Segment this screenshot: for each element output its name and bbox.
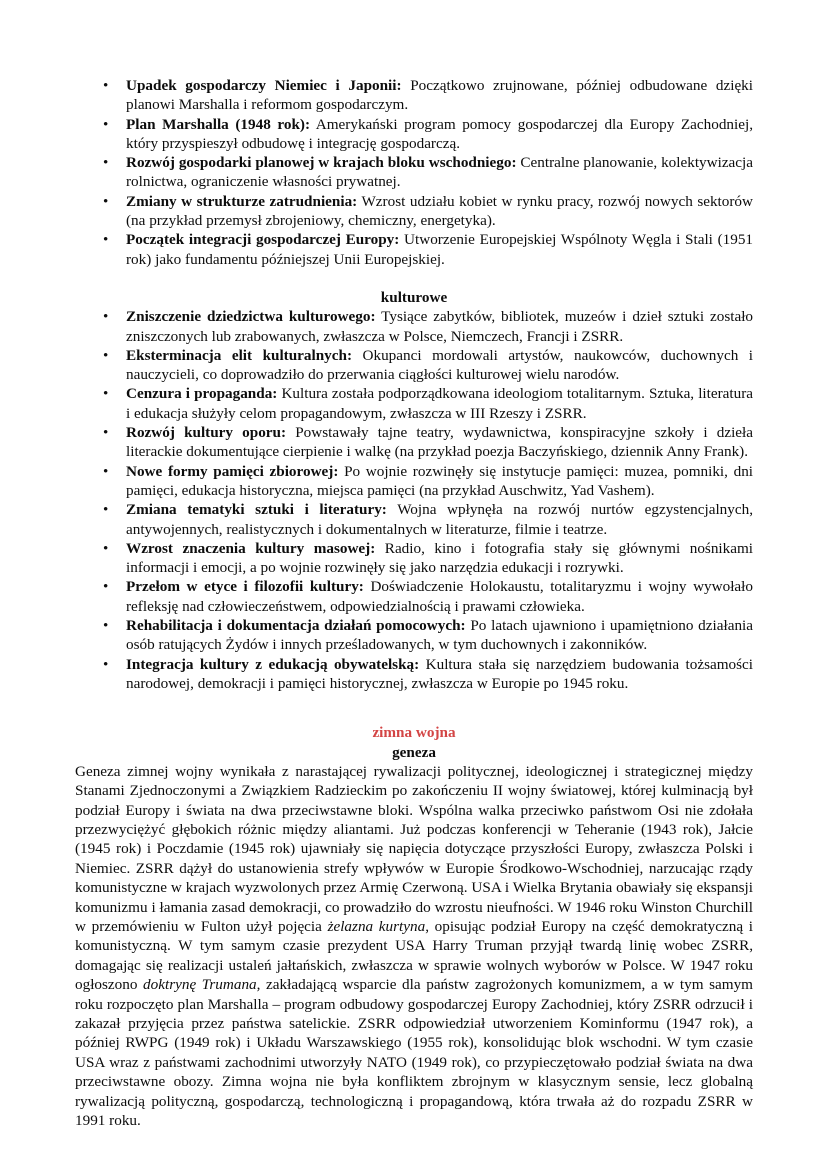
list-item-term: Cenzura i propaganda: xyxy=(126,385,278,403)
bullet-icon: • xyxy=(103,617,109,635)
list-item xyxy=(75,153,753,192)
bullet-icon: • xyxy=(103,539,109,557)
list-item-description: Początkowo zrujnowane, później odbudowane dzięki planowi Marshalla i reformom gospodarczym. xyxy=(126,77,753,114)
bullet-icon: • xyxy=(103,385,109,403)
bullet-icon: • xyxy=(103,192,109,210)
list-item-term: Zmiany w strukturze zatrudnienia: xyxy=(126,192,358,210)
paragraph-geneza xyxy=(75,762,753,1131)
list-item xyxy=(75,115,753,154)
list-item-term: Rozwój kultury oporu: xyxy=(126,424,287,442)
section-heading-kulturowe: kulturowe xyxy=(380,288,448,306)
list-item xyxy=(75,346,753,385)
italic-term-zelazna-kurtyna: żelazna kurtyna xyxy=(327,918,426,936)
spacer xyxy=(75,693,753,723)
list-item-description: Wojna wpłynęła na rozwój nurtów egzystencjalnych, antywojennych, realistycznych i dokumentalnych w literaturze, filmie i teatrze. xyxy=(126,501,753,538)
bullet-icon: • xyxy=(103,578,109,596)
list-item xyxy=(75,76,753,115)
list-item xyxy=(75,539,753,578)
bullet-icon: • xyxy=(103,154,109,172)
list-item xyxy=(75,230,753,269)
bullet-icon: • xyxy=(103,115,109,133)
paragraph-part-1: Geneza zimnej wojny wynikała z narastającej rywalizacji politycznej, ideologicznej i strategicznej między Stanami Zjednoczonymi a Związkiem Radzieckim po zakończeniu II wojny światowej, której kulminacją był podział Europy i świata na dwa przeciwstawne bloki. Wspólna walka przeciwko państwom Osi nie zdołała przezwyciężyć głębokich różnic między aliantami. Już podczas konferencji w Teheranie (1943 rok), Jałcie (1945 rok) i Poczdamie (1945 rok) ujawniały się napięcia dotyczące przyszłości Europy, zwłaszcza Polski i Niemiec. ZSRR dążył do ustanowienia strefy wpływów w Europie Środkowo-Wschodniej, narzucając rządy komunistyczne w krajach wyzwolonych przez Armię Czerwoną. USA i Wielka Brytania obawiały się ekspansji komunizmu i łamania zasad demokracji, co prowadziło do wzrostu nieufności. W 1946 roku Winston Churchill w przemówieniu w Fulton użył pojęcia xyxy=(75,762,753,936)
list-item-description: Kultura została podporządkowana ideologiom totalitarnym. Sztuka, literatura i edukacja służyły celom propagandowym, zwłaszcza w III Rzeszy i ZSRR. xyxy=(126,385,753,422)
list-item-term: Integracja kultury z edukacją obywatelską: xyxy=(126,655,420,673)
list-item xyxy=(75,577,753,616)
list-item xyxy=(75,655,753,694)
list-item-term: Nowe formy pamięci zbiorowej: xyxy=(126,462,339,480)
list-item-term: Wzrost znaczenia kultury masowej: xyxy=(126,539,376,557)
list-item-term: Początek integracji gospodarczej Europy: xyxy=(126,231,400,249)
list-item-description: Okupanci mordowali artystów, naukowców, duchownych i nauczycieli, co doprowadziło do przerwania ciągłości kulturowej wielu narodów. xyxy=(126,346,753,384)
list-item-term: Upadek gospodarczy Niemiec i Japonii: xyxy=(126,77,402,94)
bullet-icon: • xyxy=(103,462,109,480)
list-item xyxy=(75,616,753,655)
bullet-icon: • xyxy=(103,346,109,364)
list-item-description: Kultura stała się narzędziem budowania tożsamości narodowej, demokracji i pamięci historycznej, zwłaszcza w Europie po 1945 roku. xyxy=(126,655,753,692)
bullet-icon: • xyxy=(103,231,109,249)
section-subheading-geneza: geneza xyxy=(392,743,436,761)
list-item xyxy=(75,192,753,231)
list-item-description: Powstawały tajne teatry, wydawnictwa, konspiracyjne szkoły i dzieła literackie dokumentujące cierpienie i walkę (na przykład poezja Baczyńskiego, dziennik Anny Frank). xyxy=(126,424,753,461)
italic-term-doktryna-trumana: doktrynę Trumana xyxy=(143,976,257,994)
section-heading-zimna-wojna: zimna wojna xyxy=(372,724,456,742)
list-item-description: Utworzenie Europejskiej Wspólnoty Węgla i Stali (1951 rok) jako fundamentu późniejszej Unii Europejskiej. xyxy=(126,231,754,268)
list-item-description: Doświadczenie Holokaustu, totalitaryzmu i wojny wywołało refleksję nad człowieczeństwem, odpowiedzialnością i prawami człowieka. xyxy=(126,578,753,615)
bullet-list-gospodarcze xyxy=(75,76,753,269)
list-item xyxy=(75,307,753,346)
list-item xyxy=(75,423,753,462)
bullet-icon: • xyxy=(103,655,109,673)
list-item xyxy=(75,384,753,423)
paragraph-part-2: , opisując podział Europy na część demokratyczną i komunistyczną. W tym samym czasie prezydent USA Harry Truman przyjął twardą linię wobec ZSRR, domagając się realizacji ustaleń jałtańskich, zwłaszcza w sprawie wolnych wyborów w Polsce. W 1947 roku ogłoszono xyxy=(75,918,753,994)
list-item-description: Tysiące zabytków, bibliotek, muzeów i dzieł sztuki zostało zniszczonych lub zrabowanych, zwłaszcza w Polsce, Niemczech, Francji i ZSRR. xyxy=(126,308,754,345)
list-item-term: Rozwój gospodarki planowej w krajach bloku wschodniego: xyxy=(126,154,517,172)
list-item-term: Rehabilitacja i dokumentacja działań pomocowych: xyxy=(126,617,466,635)
list-item-term: Eksterminacja elit kulturalnych: xyxy=(126,346,353,364)
document-content xyxy=(75,76,753,1131)
list-item xyxy=(75,462,753,501)
bullet-icon: • xyxy=(103,424,109,442)
bullet-list-kulturowe xyxy=(75,307,753,693)
paragraph-part-3: , zakładającą wsparcie dla państw zagrożonych komunizmem, a w tym samym roku rozpoczęto plan Marshalla – program odbudowy gospodarczej Europy Zachodniej, który ZSRR odrzucił i zakazał przyjęcia przez państwa satelickie. ZSRR odpowiedział utworzeniem Kominformu (1947 rok), a później RWPG (1949 rok) i Układu Warszawskiego (1955 rok), konsolidując blok wschodni. W tym czasie USA wraz z państwami zachodnimi utworzyły NATO (1949 rok), co przypieczętowało podział świata na dwa przeciwstawne obozy. Zimna wojna nie była konfliktem zbrojnym w klasycznym sensie, lecz globalną rywalizacją polityczną, gospodarczą, technologiczną i propagandową, która trwała aż do rozpadu ZSRR w 1991 roku. xyxy=(75,976,753,1130)
list-item-term: Przełom w etyce i filozofii kultury: xyxy=(126,578,364,596)
list-item-description: Po wojnie rozwinęły się instytucje pamięci: muzea, pomniki, dni pamięci, edukacja historyczna, miejsca pamięci (na przykład Auschwitz, Yad Vashem). xyxy=(126,462,754,499)
list-item-term: Zmiana tematyki sztuki i literatury: xyxy=(126,501,387,519)
list-item-description: Wzrost udziału kobiet w rynku pracy, rozwój nowych sektorów (na przykład przemysł zbrojeniowy, chemiczny, energetyka). xyxy=(126,192,753,230)
list-item-term: Plan Marshalla (1948 rok): xyxy=(126,115,311,133)
list-item xyxy=(75,500,753,539)
bullet-icon: • xyxy=(103,501,109,519)
bullet-icon: • xyxy=(103,77,109,94)
list-item-description: Radio, kino i fotografia stały się głównymi nośnikami informacji i emocji, a po wojnie rozwinęły się jako narzędzia edukacji i rozrywki. xyxy=(126,539,753,577)
bullet-icon: • xyxy=(103,308,109,326)
list-item-description: Centralne planowanie, kolektywizacja rolnictwa, ograniczenie własności prywatnej. xyxy=(126,154,753,191)
list-item-description: Amerykański program pomocy gospodarczej dla Europy Zachodniej, który przyspieszył odbudowę i integrację gospodarczą. xyxy=(126,115,753,152)
list-item-description: Po latach ujawniono i upamiętniono działania osób ratujących Żydów i innych prześladowanych, w tym duchownych i zakonników. xyxy=(126,617,753,654)
list-item-term: Zniszczenie dziedzictwa kulturowego: xyxy=(126,308,376,326)
